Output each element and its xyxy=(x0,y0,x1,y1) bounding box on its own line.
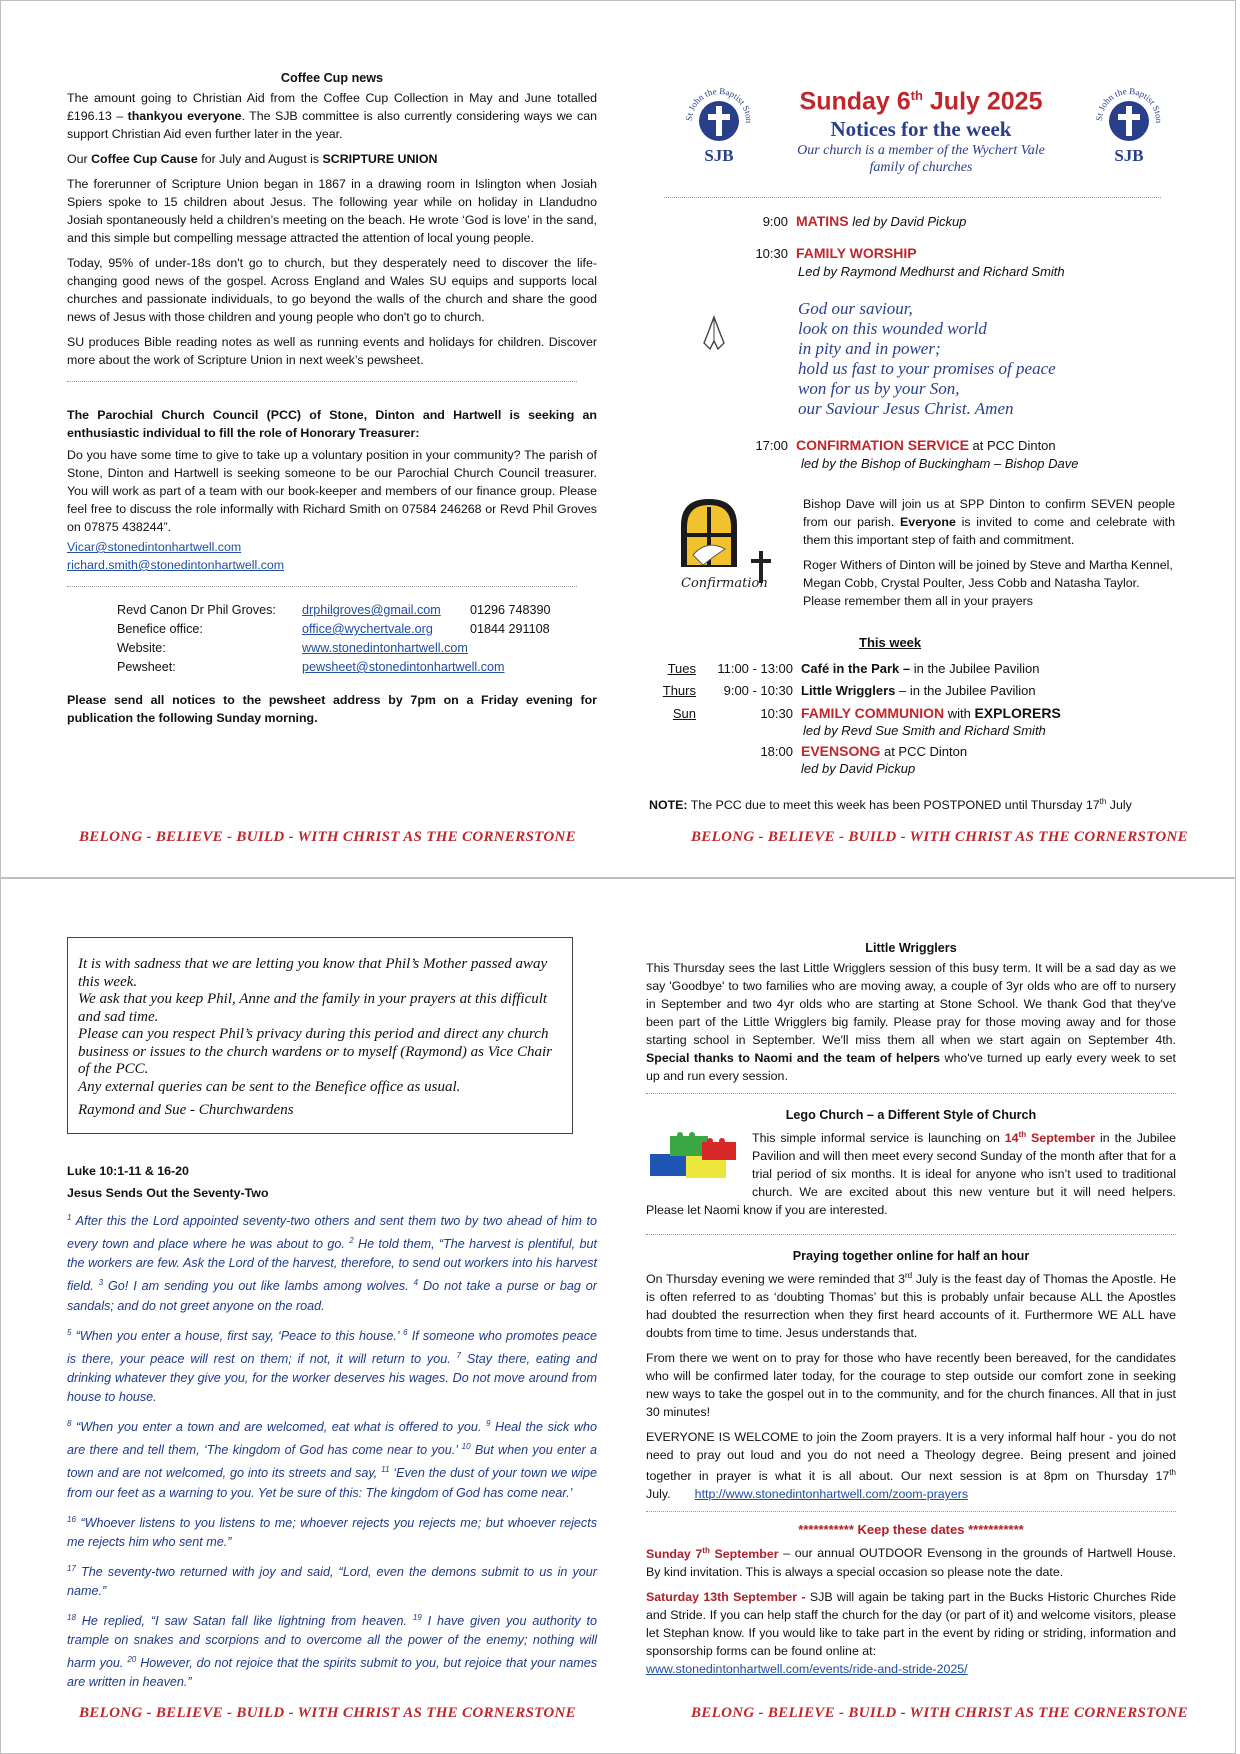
header xyxy=(751,81,1091,176)
motto: BELONG - BELIEVE - BUILD - WITH CHRIST AS THE CORNERSTONE xyxy=(691,829,1188,845)
pcc-title: The Parochial Church Council (PCC) of Stone, Dinton and Hartwell is seeking an enthusiastic individual to fill the role of Honorary Treasurer: xyxy=(67,408,597,440)
contact-link[interactable]: office@wychertvale.org xyxy=(302,622,433,636)
divider xyxy=(664,197,1161,198)
contact-row: Website: www.stonedintonhartwell.com xyxy=(117,641,468,655)
praying-p2: From there we went on to pray for those who have recently been bereaved, for the candidates who will be confirmed later today, for the courage to step outside our comfort zone in seeking new ways to take the gospel out in to the community, and for the church finances. All that in just 30 minutes! xyxy=(646,1351,1176,1420)
dates-d2: Saturday 13th September - SJB will again be taking part in the Bucks Historic Churches Ride and Stride. If you can help staff the church for the day (or part of it) and welcome visitors, please let Stephan know. If you would like to take part in the event by riding or striding, information and sponsorship forms can be found online at: xyxy=(646,1589,1176,1658)
wrigglers-text: This Thursday sees the last Little Wrigglers session of this busy term. It will be a sad day as we say 'Goodbye' to two families who are moving away, a couple of 3yr olds who are off to nursery in September and two 4yr olds who are starting at Stone School. We thank God that they've been part of the Little Wrigglers big family. Please pray for those moving away and for those starting school in September. We'll miss them all when we start again on September 4th. Special thanks to Naomi and the team of helpers who've turned up early every week to set up and run every session. xyxy=(646,961,1176,1083)
lego-title: Lego Church – a Different Style of Church xyxy=(785,1108,1037,1122)
motto: BELONG - BELIEVE - BUILD - WITH CHRIST AS THE CORNERSTONE xyxy=(79,1705,576,1721)
svg-text:SJB: SJB xyxy=(1114,146,1144,165)
prayer: God our saviour, look on this wounded world in pity and in power; hold us fast to your promises of peace won for us by your Son, our Saviour Jesus Christ. Amen xyxy=(798,299,1056,418)
left-column-bottom xyxy=(67,937,597,1699)
subtitle: Notices for the week xyxy=(830,117,1012,142)
week-row-tues: Tues 11:00 - 13:00 Café in the Park – in the Jubilee Pavilion xyxy=(667,661,1040,676)
sjb-logo-left xyxy=(684,75,754,165)
note: NOTE: The PCC due to meet this week has been POSTPONED until Thursday 17th July xyxy=(649,797,1132,813)
divider xyxy=(67,586,577,587)
scripture-title: Jesus Sends Out the Seventy-Two xyxy=(67,1186,269,1200)
sadness-box: It is with sadness that we are letting you know that Phil’s Mother passed away this week. We ask that you keep Phil, Anne and the family in your prayers at this difficult and sad time. Please can you respect Phil’s privacy during this period and direct any church business or issues to the church wardens or to myself (Raymond) as Vice Chair of the PCC. Any external queries can be sent to the Benefice office as usual. Raymond and Sue - Churchwardens xyxy=(67,937,573,1134)
contact-link[interactable]: drphilgroves@gmail.com xyxy=(302,603,441,617)
svg-text:Confirmation: Confirmation xyxy=(681,576,768,591)
this-week-title: This week xyxy=(859,635,922,650)
praying-p3: EVERYONE IS WELCOME to join the Zoom prayers. It is a very informal half hour - you do not need to pray out loud and you do not need a Theology degree. Being present and joined together in prayer is what it is all about. Our next session is at 8pm on Thursday 17th July. http://www.stonedintonhartwell.com/zoom-prayers xyxy=(646,1430,1176,1502)
praying-hands-icon xyxy=(696,313,732,353)
left-column-top xyxy=(67,71,597,734)
coffee-p3: The forerunner of Scripture Union began in 1867 in a drawing room in Islington when Josiah Spiers spoke to 15 children about Jesus. The following year while on holiday in Llandudno Josiah spontaneously held a children’s meeting on the beach. He wrote ‘God is love’ in the sand, and this simple but compelling message attracted the attention of local young people. xyxy=(67,177,597,245)
week-row-sun: Sun 10:30 FAMILY COMMUNION with EXPLORERS led by Revd Sue Smith and Richard Smith xyxy=(672,705,1061,738)
pcc-body: Do you have some time to give to take up a voluntary position in your community? The parish of Stone, Dinton and Hartwell is seeking someone to be our Parochial Church Council treasurer. You will work as part of a team with our book-keeper and members of our finance group. Please feel free to discuss the role informally with Richard Smith on 07584 246268 or Revd Phil Groves on 07875 438244”. xyxy=(67,448,597,534)
motto: BELONG - BELIEVE - BUILD - WITH CHRIST AS THE CORNERSTONE xyxy=(691,1705,1188,1721)
svg-text:St John the Baptist Stone: St John the Baptist Ston xyxy=(1094,85,1164,124)
praying-p1: On Thursday evening we were reminded that 3rd July is the feast day of Thomas the Apostle. He is often referred to as ‘doubting Thomas’ but this is probably unfair because ALL the Apostles had doubted the resurrection when they first heard accounts of it. Furthermore WE ALL have doubts from time to time. Jesus understands that. xyxy=(646,1271,1176,1341)
sjb-logo-right xyxy=(1094,75,1164,165)
divider xyxy=(646,1093,1176,1094)
page-top xyxy=(0,0,1236,878)
contact-link[interactable]: www.stonedintonhartwell.com xyxy=(302,641,468,655)
richard-email-link[interactable]: richard.smith@stonedintonhartwell.com xyxy=(67,558,285,572)
service-family-worship: 10:30 FAMILY WORSHIP Led by Raymond Medhurst and Richard Smith xyxy=(755,245,1065,279)
divider xyxy=(646,1234,1176,1235)
service-matins: 9:00 MATINS led by David Pickup xyxy=(762,213,967,229)
week-row-thurs: Thurs 9:00 - 10:30 Little Wrigglers – in the Jubilee Pavilion xyxy=(662,683,1036,698)
coffee-title: Coffee Cup news xyxy=(280,71,384,85)
dates-title: *********** Keep these dates *********** xyxy=(798,1522,1024,1538)
svg-text:St John the Baptist Stone: St John the Baptist Ston xyxy=(684,85,754,124)
member-line-2: family of churches xyxy=(869,160,973,176)
vicar-email-link[interactable]: Vicar@stonedintonhartwell.com xyxy=(67,540,242,554)
coffee-p2: Our Coffee Cup Cause for July and August is SCRIPTURE UNION xyxy=(67,152,438,166)
service-confirmation: 17:00 CONFIRMATION SERVICE at PCC Dinton led by the Bishop of Buckingham – Bishop Dave xyxy=(755,437,1079,471)
date-title: Sunday 6th July 2025 xyxy=(799,87,1043,116)
divider xyxy=(646,1511,1176,1512)
lego-section xyxy=(646,1126,1176,1226)
divider xyxy=(67,381,577,382)
coffee-p5: SU produces Bible reading notes as well as running events and holidays for children. Discover more about the work of Scripture Union in next week’s pewsheet. xyxy=(67,335,597,367)
wrigglers-title: Little Wrigglers xyxy=(865,941,957,955)
lego-text: This simple informal service is launching on 14th September in the Jubilee Pavilion and will then meet every second Sunday of the month after that for a trial period of six months. It is ideal for anyone who isn’t used to traditional church. We are excited about this new venture but it will need helpers. Please let Naomi know if you are interested. xyxy=(646,1130,1176,1218)
right-column-top xyxy=(641,71,1181,871)
member-line-1: Our church is a member of the Wychert Vale xyxy=(797,143,1045,159)
coffee-p4: Today, 95% of under-18s don't go to church, but they desperately need to discover the life-changing good news of the gospel. Across England and Wales SU equips and supports local churches and passionate individuals, to go beyond the walls of the church and share the good news of Jesus with those children and young people who don't go to church. xyxy=(67,256,597,324)
dates-d1: Sunday 7th September – our annual OUTDOOR Evensong in the grounds of Hartwell House. By kind invitation. This is always a special occasion so please note the date. xyxy=(646,1545,1177,1579)
contact-link[interactable]: pewsheet@stonedintonhartwell.com xyxy=(302,660,505,674)
contact-row: Benefice office: office@wychertvale.org 01844 291108 xyxy=(117,622,550,636)
ride-and-stride-link[interactable]: www.stonedintonhartwell.com/events/ride-and-stride-2025/ xyxy=(646,1661,968,1676)
week-row-evensong: 18:00 EVENSONG at PCC Dinton led by David Pickup xyxy=(760,743,968,776)
motto: BELONG - BELIEVE - BUILD - WITH CHRIST AS THE CORNERSTONE xyxy=(79,829,576,845)
svg-text:SJB: SJB xyxy=(704,146,734,165)
confirmation-logo xyxy=(673,495,793,605)
scripture: Luke 10:1-11 & 16-20 Jesus Sends Out the Seventy-Two $^1$ After this the Lord appointed seventy-two others and sent them two by two ahead of him to every town and place where he was about to go. $^2$ He told them, “The harvest is plentiful, but the workers are few. Ask the Lord of the harvest, therefore, to send out workers into his harvest field. $^3$ Go! I am sending you out like lambs among wolves. $^4$ Do not take a purse or bag or sandals; and do not greet anyone on the road. $^5$ “When you enter a house, first say, ‘Peace to this house.’ $^6$ If someone who promotes peace is there, your peace will rest on them; if not, it will return to you. $^7$ Stay there, eating and drinking whatever they give you, for the worker deserves his wages. Do not move around from house to house. $^8$ “When you enter a town and are welcomed, eat what is offered to you. $^9$ Heal the sick who are there and tell them, ‘The kingdom of God has come near to you.’ $^{10}$ But when you enter a town and are not welcomed, go into its streets and say, $^{11}$ ‘Even the dust of your town we wipe from our feet as a warning to you. Yet be sure of this: The kingdom of God has come near.’ $^{16}$ “Whoever listens to you listens to me; whoever rejects you rejects me; but whoever rejects me rejects him who sent me.” $^{17}$ The seventy-two returned with joy and said, “Lord, even the demons submit to us in your name.” $^{18}$ He replied, “I saw Satan fall like lightning from heaven. $^{19}$ I have given you authority to trample on snakes and scorpions and to overcome all the power of the enemy; nothing will harm you. $^{20}$ However, do not rejoice that the spirits submit to you, but rejoice that your names are written in heaven.” xyxy=(67,1160,597,1692)
contact-row: Pewsheet: pewsheet@stonedintonhartwell.com xyxy=(117,660,505,674)
page-bottom xyxy=(0,878,1236,1754)
contacts-table xyxy=(117,601,551,677)
right-column-bottom xyxy=(646,941,1176,1678)
lego-bricks-icon xyxy=(646,1126,746,1188)
send-notice: Please send all notices to the pewsheet address by 7pm on a Friday evening for publication the following Sunday morning. xyxy=(67,693,597,725)
coffee-p1: The amount going to Christian Aid from the Coffee Cup Collection in May and June totalled £196.13 – thankyou everyone. The SJB committee is also currently considering ways we can support Christian Aid even further later in the year. xyxy=(67,91,597,141)
contact-row: Revd Canon Dr Phil Groves: drphilgroves@gmail.com 01296 748390 xyxy=(117,603,551,617)
scripture-ref: Luke 10:1-11 & 16-20 xyxy=(67,1164,189,1178)
confirmation-text: Bishop Dave will join us at SPP Dinton to confirm SEVEN people from our parish. Everyone is invited to come and celebrate with them this important step of faith and commitment. Roger Withers of Dinton will be joined by Steve and Martha Kennel, Megan Cobb, Crystal Poulter, Jess Cobb and Natasha Taylor. Please remember them all in your prayers xyxy=(803,497,1175,608)
praying-title: Praying together online for half an hour xyxy=(792,1249,1030,1264)
zoom-prayers-link[interactable]: http://www.stonedintonhartwell.com/zoom-prayers xyxy=(694,1487,969,1502)
